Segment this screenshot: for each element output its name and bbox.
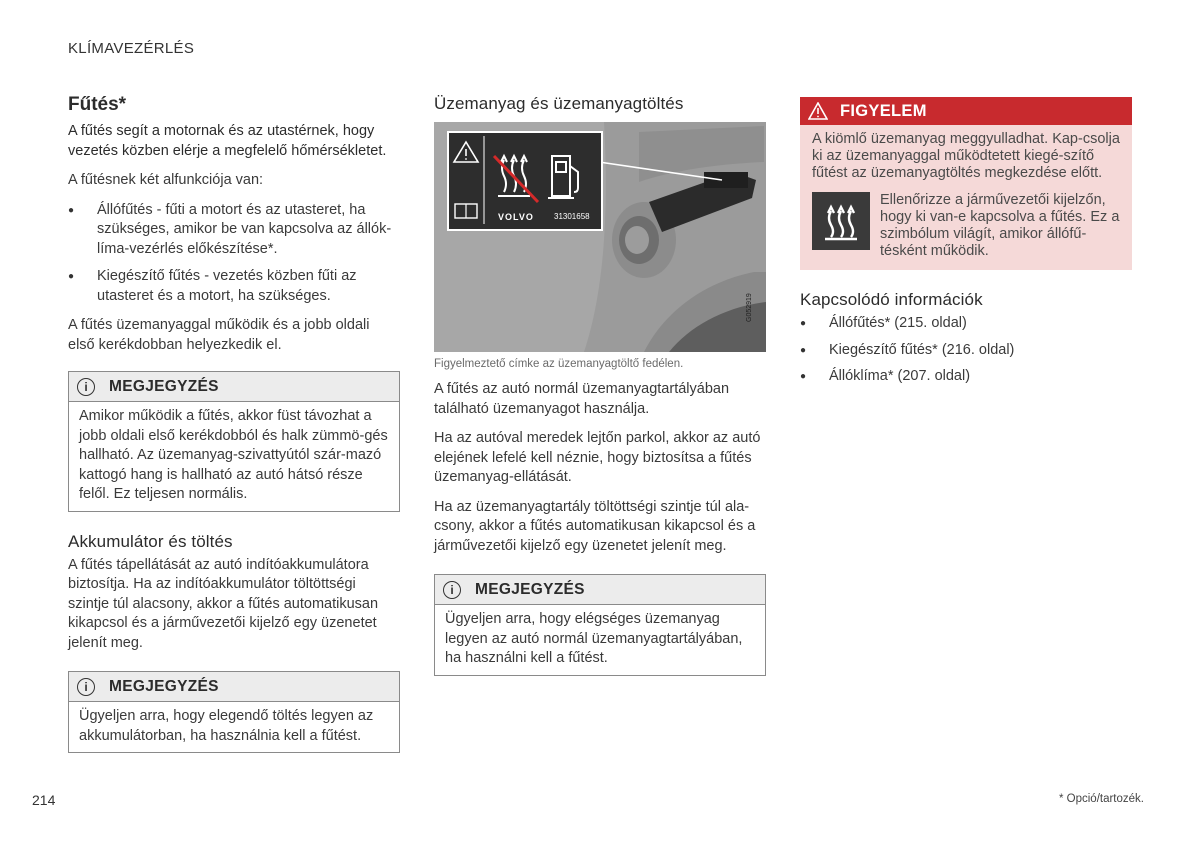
column-left <box>68 94 400 753</box>
subheading-fuel: Üzemanyag és üzemanyagtöltés <box>434 94 684 113</box>
related-link[interactable]: ● Állóklíma* (207. oldal) <box>800 367 1132 387</box>
intro-paragraph: A fűtésnek két alfunkciója van: <box>68 172 264 188</box>
car-fuel-flap-image <box>434 122 766 352</box>
list-item: ● Kiegészítő fűtés - vezetés közben fűti az utasteret és a motort, ha szükséges. <box>68 267 400 306</box>
note-box <box>68 371 400 512</box>
related-list <box>800 314 1132 387</box>
figure-caption: Figyelmeztető címke az üzemanyagtöltő fedélen. <box>434 358 684 370</box>
related-heading: Kapcsolódó információk <box>800 290 983 309</box>
section-header: KLÍMAVEZÉRLÉS <box>68 40 195 57</box>
related-link[interactable]: ● Kiegészítő fűtés* (216. oldal) <box>800 341 1132 361</box>
function-list <box>68 201 400 307</box>
info-icon: i <box>77 378 95 396</box>
note-text: Ügyeljen arra, hogy elegendő töltés legyen az akkumulátorban, ha használnia kell a fűtést. <box>79 708 374 744</box>
figure-id: G052919 <box>746 293 753 322</box>
info-icon: i <box>443 581 461 599</box>
footnote: * Opció/tartozék. <box>1058 793 1144 805</box>
note-text: Ügyeljen arra, hogy elégséges üzemanyag legyen az autó normál üzemanyagtartályában, ha használni kell a fűtést. <box>445 611 743 666</box>
battery-paragraph: A fűtés tápellátását az autó indítóakkumulátora biztosítja. Ha az indítóakkumulátor töltöttségi szintje túl alacsony, akkor a fűtés automatikusan kikapcsol és a járművezetői kijelző egy üzenetet jelenít meg. <box>68 556 379 651</box>
note-box <box>68 671 400 753</box>
warning-symbol-row <box>812 192 1120 260</box>
warning-box <box>800 97 1132 270</box>
heater-symbol-icon <box>812 192 870 250</box>
lead-paragraph: A fűtés segít a motornak és az utastérnek, hogy vezetés közben elérje a megfelelő hőmérsékletet. <box>68 123 387 159</box>
note-label: MEGJEGYZÉS <box>475 580 585 598</box>
location-paragraph: A fűtés üzemanyaggal működik és a jobb oldali első kerékdobban helyezkedik el. <box>68 317 370 353</box>
warning-label: FIGYELEM <box>840 101 927 120</box>
note-text: Amikor működik a fűtés, akkor füst távozhat a jobb oldali első kerékdobból és halk zümmö-gés hallható. Az üzemanyag-szivattyútól szár-mazó kattogó hang is hallható az autó hátsó része felől. Ez teljesen normális. <box>79 408 388 502</box>
page-title: Fűtés* <box>68 94 127 115</box>
warning-triangle-icon <box>808 102 828 120</box>
paragraph: Ha az autóval meredek lejtőn parkol, akkor az autó elejének lefelé kell néznie, hogy biztosítsa a fűtés üzemanyag-ellátását. <box>434 430 761 485</box>
note-header <box>69 672 399 702</box>
column-right <box>800 97 1132 397</box>
list-item: ● Állófűtés - fűti a motort és az utasteret, ha szükséges, amikor be van kapcsolva az állók-líma-vezérlés előkészítése*. <box>68 201 400 260</box>
column-middle <box>434 94 766 676</box>
warning-header <box>800 97 1132 125</box>
note-label: MEGJEGYZÉS <box>109 377 219 395</box>
fuel-flap-illustration <box>434 122 766 352</box>
paragraph: Ha az üzemanyagtartály töltöttségi szintje túl ala-csony, akkor a fűtés automatikusan kikapcsol és a járművezetői kijelző egy üzenetet jelenít meg. <box>434 498 756 554</box>
page-number: 214 <box>32 792 56 808</box>
label-code: 31301658 <box>554 212 590 221</box>
note-box <box>434 574 766 676</box>
brand-label: VOLVO <box>498 212 534 222</box>
paragraph: A fűtés az autó normál üzemanyagtartályában található üzemanyagot használja. <box>434 381 730 417</box>
info-icon: i <box>77 678 95 696</box>
subheading-battery: Akkumulátor és töltés <box>68 531 233 551</box>
note-header <box>69 372 399 402</box>
warning-symbol-text: Ellenőrizze a járművezetői kijelzőn, hogy ki van-e kapcsolva a fűtés. Ez a szimbólum világít, amikor állófű-tésként működik. <box>880 192 1120 259</box>
note-header <box>435 575 765 605</box>
warning-body <box>800 125 1132 270</box>
warning-text: A kiömlő üzemanyag meggyulladhat. Kap-csolja ki az üzemanyaggal működtetett kiegé-szítő fűtést az üzemanyagtöltés megkezdése előtt. <box>812 131 1120 181</box>
related-link[interactable]: ● Állófűtés* (215. oldal) <box>800 314 1132 334</box>
note-label: MEGJEGYZÉS <box>109 677 219 695</box>
